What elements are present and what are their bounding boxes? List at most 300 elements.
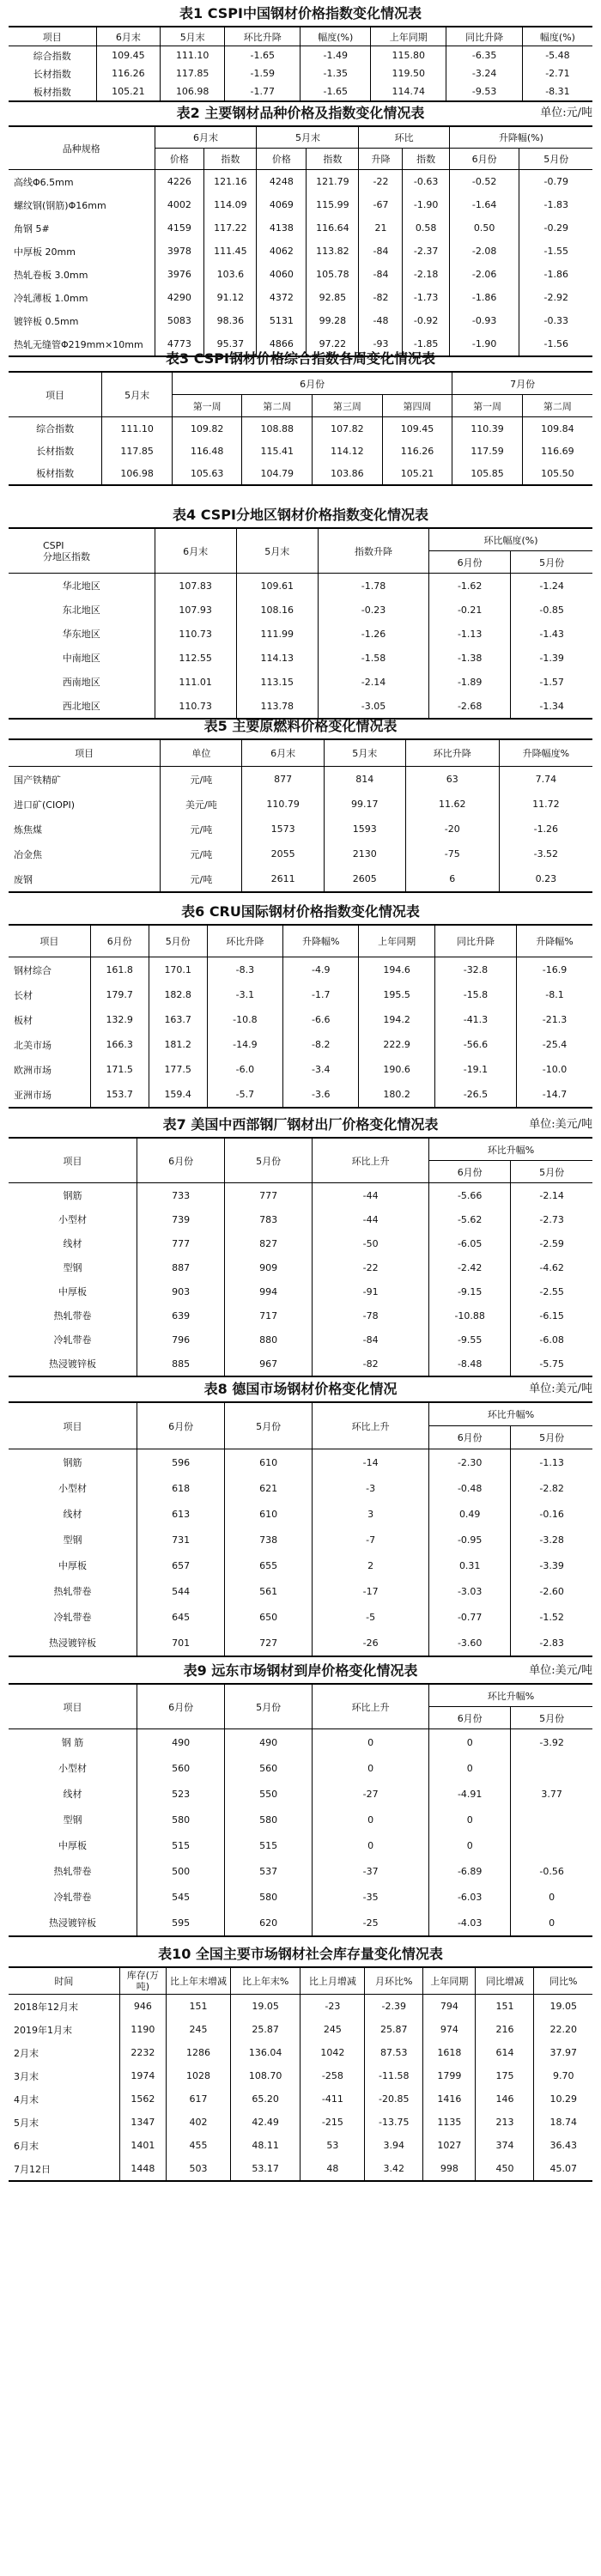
table-cell: 166.3 — [90, 1032, 149, 1057]
table-cell: 490 — [137, 1729, 225, 1756]
table3-week-header: 第一周 — [452, 395, 523, 417]
table2-section — [9, 101, 592, 357]
table-cell: 116.64 — [307, 216, 359, 240]
row-label: 4月末 — [14, 2093, 39, 2105]
row-label: 冷轧带卷 — [53, 1892, 92, 1903]
table-cell: 544 — [137, 1578, 225, 1604]
table1-section — [9, 2, 592, 102]
row-label: 热轧卷板 3.0mm — [14, 269, 88, 281]
table-cell: -22 — [313, 1255, 429, 1279]
table-cell: 4062 — [257, 240, 307, 263]
table-cell: 560 — [225, 1755, 313, 1781]
table-cell: 0 — [313, 1807, 429, 1832]
table-cell: -3.1 — [207, 982, 282, 1007]
table6-header: 项目 — [9, 925, 90, 957]
table-cell: 994 — [225, 1279, 313, 1303]
table-cell: -14 — [313, 1449, 429, 1476]
table-cell: 163.7 — [149, 1007, 207, 1032]
table10-header: 同比% — [534, 1967, 592, 1995]
table-cell: 117.85 — [161, 64, 225, 82]
table-cell: 1974 — [119, 2064, 166, 2087]
table-cell: -2.92 — [519, 286, 592, 309]
table-cell: 105.50 — [522, 462, 592, 485]
table-cell: -1.13 — [511, 1449, 592, 1476]
table10-header: 月环比% — [365, 1967, 423, 1995]
table-cell: -26.5 — [434, 1082, 516, 1108]
table5-header: 环比升降 — [405, 739, 499, 767]
table-cell: 103.86 — [313, 462, 383, 485]
table-cell: -8.3 — [207, 957, 282, 983]
table-cell: -21.3 — [517, 1007, 592, 1032]
table1-row — [9, 82, 592, 101]
table-cell: -50 — [313, 1231, 429, 1255]
table-cell: 880 — [225, 1327, 313, 1352]
table-cell: 455 — [167, 2134, 231, 2157]
row-label: 线材 — [63, 1789, 82, 1800]
row-label: 热浸镀锌板 — [9, 1352, 137, 1376]
table-cell: 2055 — [242, 841, 324, 866]
row-label: 中厚板 — [58, 1286, 88, 1297]
table6-row — [9, 1082, 592, 1108]
table2-caption — [9, 101, 592, 125]
table7-subheader: 5月份 — [511, 1161, 592, 1183]
table2-row — [9, 170, 592, 194]
table8-row — [9, 1578, 592, 1604]
table-cell: 111.45 — [204, 240, 257, 263]
table2-subheader: 6月份 — [449, 149, 519, 170]
table-cell: -7 — [313, 1527, 429, 1552]
table-cell: -48 — [359, 309, 403, 332]
table8-row — [9, 1604, 592, 1630]
table-cell: -0.85 — [511, 598, 592, 622]
row-label: 热浸镀锌板 — [9, 1910, 137, 1936]
table6-row — [9, 1007, 592, 1032]
table10-header: 时间 — [9, 1967, 119, 1995]
table-cell: 45.07 — [534, 2157, 592, 2181]
table-cell: 515 — [225, 1832, 313, 1858]
table-cell: -0.95 — [429, 1527, 511, 1552]
table-cell: 450 — [476, 2157, 534, 2181]
table7-unit: 单位:美元/吨 — [529, 1118, 592, 1131]
table-cell: -2.42 — [429, 1255, 511, 1279]
table-cell: 114.12 — [313, 440, 383, 462]
table-cell: -8.2 — [283, 1032, 359, 1057]
table-cell: 175 — [476, 2064, 534, 2087]
table-cell: -2.37 — [403, 240, 449, 263]
table4-row — [9, 670, 592, 694]
table1-header-row — [9, 27, 592, 46]
table-cell: 4290 — [155, 286, 204, 309]
table-cell: 113.78 — [236, 694, 318, 719]
table-cell: -91 — [313, 1279, 429, 1303]
table9-header-pct: 环比升幅% — [429, 1684, 592, 1707]
table-cell: 177.5 — [149, 1057, 207, 1082]
table6-header: 6月份 — [90, 925, 149, 957]
table-cell: 739 — [137, 1207, 225, 1231]
table-cell: 402 — [167, 2111, 231, 2134]
table7-title: 表7 美国中西部钢厂钢材出厂价格变化情况表 — [162, 1116, 439, 1133]
table4-header-pct: 环比幅度(%) — [429, 528, 592, 551]
table-cell: -5.62 — [429, 1207, 511, 1231]
table-cell: 110.79 — [242, 792, 324, 817]
table-cell: 613 — [137, 1501, 225, 1527]
table-cell: 99.17 — [324, 792, 405, 817]
table-cell: -84 — [359, 263, 403, 286]
table-cell: -0.52 — [449, 170, 519, 194]
table1 — [9, 26, 592, 102]
table-cell: 1286 — [167, 2041, 231, 2064]
table-cell: 614 — [476, 2041, 534, 2064]
table-cell: 727 — [225, 1630, 313, 1656]
table-cell: -67 — [359, 193, 403, 216]
table-cell: 109.61 — [236, 574, 318, 598]
table-cell: 998 — [423, 2157, 476, 2181]
table-cell: 107.83 — [155, 574, 236, 598]
table-cell: 717 — [225, 1303, 313, 1327]
table-cell: -0.21 — [429, 598, 511, 622]
table-cell: 561 — [225, 1578, 313, 1604]
table-cell: 0 — [313, 1832, 429, 1858]
table2 — [9, 125, 592, 357]
table6-header: 5月份 — [149, 925, 207, 957]
table-cell: -82 — [359, 286, 403, 309]
table-cell: -8.48 — [429, 1352, 511, 1376]
table4 — [9, 527, 592, 720]
table-cell: 4773 — [155, 332, 204, 356]
table-cell: 0 — [511, 1884, 592, 1910]
table-cell: 618 — [137, 1475, 225, 1501]
row-label: 西南地区 — [62, 677, 100, 688]
table-cell: 827 — [225, 1231, 313, 1255]
table-cell: 777 — [137, 1231, 225, 1255]
table-cell: -3.52 — [499, 841, 592, 866]
row-label: 中厚板 20mm — [14, 246, 76, 258]
table-cell: 0 — [429, 1832, 511, 1858]
table4-row — [9, 598, 592, 622]
table-cell: -0.93 — [449, 309, 519, 332]
table-cell: 3 — [313, 1501, 429, 1527]
table6-header: 升降幅% — [517, 925, 592, 957]
table4-subheader: 6月份 — [429, 551, 511, 574]
table-cell: 4069 — [257, 193, 307, 216]
table8-section — [9, 1377, 592, 1657]
table1-header: 上年同期 — [371, 27, 446, 46]
table-cell: 374 — [476, 2134, 534, 2157]
table-cell: 1028 — [167, 2064, 231, 2087]
table2-header-pct: 升降幅(%) — [449, 126, 592, 149]
table-cell: -2.08 — [449, 240, 519, 263]
table9-title: 表9 远东市场钢材到岸价格变化情况表 — [183, 1662, 418, 1679]
table-cell: 580 — [137, 1807, 225, 1832]
table-cell: 121.16 — [204, 170, 257, 194]
table-cell: 909 — [225, 1255, 313, 1279]
table-cell: 1401 — [119, 2134, 166, 2157]
table9-section — [9, 1659, 592, 1937]
table-cell: -1.62 — [429, 574, 511, 598]
table-cell: 0 — [313, 1755, 429, 1781]
table-cell: -5.66 — [429, 1183, 511, 1208]
table-cell: 115.41 — [242, 440, 313, 462]
row-label: 综合指数 — [33, 50, 71, 62]
table-cell: -3.92 — [511, 1729, 592, 1756]
table-cell: 490 — [225, 1729, 313, 1756]
row-label: 热轧带卷 — [53, 1586, 92, 1597]
table9-header-change: 环比上升 — [313, 1684, 429, 1729]
table7-header-change: 环比上升 — [313, 1138, 429, 1183]
table-cell: 37.97 — [534, 2041, 592, 2064]
table-cell: -1.90 — [403, 193, 449, 216]
table-cell: -1.49 — [300, 46, 371, 65]
table2-header-may: 5月末 — [257, 126, 359, 149]
table-cell: -1.59 — [225, 64, 300, 82]
table-cell: -1.89 — [429, 670, 511, 694]
table9-header-may: 5月份 — [225, 1684, 313, 1729]
table-cell: 503 — [167, 2157, 231, 2181]
table-cell: 146 — [476, 2087, 534, 2111]
row-label: 板材 — [14, 1014, 33, 1026]
table2-row — [9, 286, 592, 309]
table-cell: -2.06 — [449, 263, 519, 286]
table7-row — [9, 1279, 592, 1303]
table-cell: -78 — [313, 1303, 429, 1327]
table-cell: 117.85 — [102, 440, 173, 462]
table-cell: -3.6 — [283, 1082, 359, 1108]
table-cell: 0.50 — [449, 216, 519, 240]
table10-row — [9, 2111, 592, 2134]
table10-header: 比上月增减 — [300, 1967, 365, 1995]
table-cell: 42.49 — [230, 2111, 300, 2134]
table-cell: 109.45 — [382, 417, 452, 440]
table5-row — [9, 817, 592, 841]
row-label: 中厚板 — [58, 1560, 88, 1571]
table-cell: 87.53 — [365, 2041, 423, 2064]
table-cell: -5.7 — [207, 1082, 282, 1108]
table1-header: 环比升降 — [225, 27, 300, 46]
table-cell: -15.8 — [434, 982, 516, 1007]
table1-header: 幅度(%) — [300, 27, 371, 46]
table-cell: 5083 — [155, 309, 204, 332]
table-cell: -5.75 — [511, 1352, 592, 1376]
table-cell: 179.7 — [90, 982, 149, 1007]
table2-subheader: 价格 — [257, 149, 307, 170]
table9-header-june: 6月份 — [137, 1684, 225, 1729]
table-cell: -1.39 — [511, 646, 592, 670]
table4-row — [9, 622, 592, 646]
table-cell: -0.29 — [519, 216, 592, 240]
table-cell: 0.31 — [429, 1552, 511, 1578]
table-cell: 53 — [300, 2134, 365, 2157]
table8-subheader: 5月份 — [511, 1426, 592, 1449]
table-cell: 95.37 — [204, 332, 257, 356]
table-cell: 9.70 — [534, 2064, 592, 2087]
table2-row — [9, 309, 592, 332]
table-cell: 4060 — [257, 263, 307, 286]
table-cell: 111.01 — [155, 670, 236, 694]
row-label: 冷轧带卷 — [53, 1334, 92, 1346]
table10-section — [9, 1942, 592, 2182]
table2-header-product: 品种规格 — [9, 126, 155, 170]
table-cell: 171.5 — [90, 1057, 149, 1082]
table2-row — [9, 263, 592, 286]
table-cell: -1.43 — [511, 622, 592, 646]
table8-row — [9, 1552, 592, 1578]
table-cell: 114.74 — [371, 82, 446, 101]
table-cell: -1.65 — [225, 46, 300, 65]
table1-header: 5月末 — [161, 27, 225, 46]
table-cell: 11.72 — [499, 792, 592, 817]
table-cell: -0.16 — [511, 1501, 592, 1527]
table-cell: 610 — [225, 1501, 313, 1527]
table-cell: 4002 — [155, 193, 204, 216]
table-cell: -14.9 — [207, 1032, 282, 1057]
table-cell: -10.8 — [207, 1007, 282, 1032]
row-label: 小型材 — [58, 1763, 88, 1774]
table-cell: 610 — [225, 1449, 313, 1476]
table-cell: 1027 — [423, 2134, 476, 2157]
table7-row — [9, 1207, 592, 1231]
table-cell: 0 — [511, 1910, 592, 1936]
table-cell: -6.08 — [511, 1327, 592, 1352]
table2-subheader: 指数 — [204, 149, 257, 170]
table-cell: 4159 — [155, 216, 204, 240]
table-cell: 元/吨 — [161, 767, 242, 793]
table-cell: -3.39 — [511, 1552, 592, 1578]
table-cell: -10.88 — [429, 1303, 511, 1327]
table-cell: 194.6 — [359, 957, 434, 983]
table-cell: -41.3 — [434, 1007, 516, 1032]
table-cell: 885 — [137, 1352, 225, 1376]
table-cell: 814 — [324, 767, 405, 793]
table8-row — [9, 1630, 592, 1656]
row-label: 2019年1月末 — [14, 2024, 72, 2036]
table2-subheader: 指数 — [403, 149, 449, 170]
table-cell: -1.13 — [429, 622, 511, 646]
table-cell: -35 — [313, 1884, 429, 1910]
table-cell: 116.26 — [382, 440, 452, 462]
table9-row — [9, 1858, 592, 1884]
table-cell: 105.78 — [307, 263, 359, 286]
table-cell: -0.77 — [429, 1604, 511, 1630]
table3-row — [9, 462, 592, 485]
table10-row — [9, 2041, 592, 2064]
table-cell: -2.73 — [511, 1207, 592, 1231]
table-cell: -0.48 — [429, 1475, 511, 1501]
table-cell: 121.79 — [307, 170, 359, 194]
table5-header: 单位 — [161, 739, 242, 767]
table-cell: -84 — [359, 240, 403, 263]
table-cell: 639 — [137, 1303, 225, 1327]
row-label: 钢筋 — [63, 1457, 82, 1468]
row-label: 高线Φ6.5mm — [14, 176, 74, 188]
table6-title: 表6 CRU国际钢材价格指数变化情况表 — [181, 903, 420, 920]
table-cell: 877 — [242, 767, 324, 793]
table-cell: -3.24 — [446, 64, 522, 82]
table-cell: 116.26 — [96, 64, 161, 82]
table-cell: 107.82 — [313, 417, 383, 440]
row-label: 欧洲市场 — [14, 1064, 52, 1076]
table-cell: 114.09 — [204, 193, 257, 216]
table-cell: -37 — [313, 1858, 429, 1884]
table-cell: -13.75 — [365, 2111, 423, 2134]
table-cell: 1562 — [119, 2087, 166, 2111]
table7-row — [9, 1327, 592, 1352]
row-label: 长材指数 — [36, 446, 75, 457]
row-label: 板材指数 — [9, 82, 96, 101]
table5-row — [9, 841, 592, 866]
table-cell: -1.7 — [283, 982, 359, 1007]
row-label: 热浸镀锌板 — [9, 1630, 137, 1656]
table-cell: -1.86 — [519, 263, 592, 286]
row-label: 板材指数 — [9, 462, 102, 485]
table-cell: -44 — [313, 1207, 429, 1231]
table-cell: -6.0 — [207, 1057, 282, 1082]
table-cell: 731 — [137, 1527, 225, 1552]
table-cell: 108.88 — [242, 417, 313, 440]
row-label: 2018年12月末 — [14, 2001, 78, 2013]
table-cell: -1.34 — [511, 694, 592, 719]
table10-row — [9, 2064, 592, 2087]
table-cell: 105.21 — [96, 82, 161, 101]
table1-row — [9, 46, 592, 65]
table6-header: 同比升降 — [434, 925, 516, 957]
table-cell: 4248 — [257, 170, 307, 194]
row-label: 华东地区 — [62, 629, 100, 640]
table1-row — [9, 64, 592, 82]
table-cell: -1.86 — [449, 286, 519, 309]
row-label: 综合指数 — [36, 423, 75, 434]
table10-row — [9, 2087, 592, 2111]
table10-title: 表10 全国主要市场钢材社会库存量变化情况表 — [158, 1946, 443, 1962]
table9-row — [9, 1755, 592, 1781]
table-cell: 580 — [225, 1807, 313, 1832]
table7-row — [9, 1231, 592, 1255]
table-cell: -9.55 — [429, 1327, 511, 1352]
table-cell: 0 — [429, 1807, 511, 1832]
table3-week-header: 第三周 — [313, 395, 383, 417]
table-cell: 19.05 — [534, 1995, 592, 2019]
table-cell: 48.11 — [230, 2134, 300, 2157]
table-cell: 0.58 — [403, 216, 449, 240]
table10-header: 同比增减 — [476, 1967, 534, 1995]
table-cell: -9.53 — [446, 82, 522, 101]
table-cell: 7.74 — [499, 767, 592, 793]
table-cell: 109.84 — [522, 417, 592, 440]
table-cell: -3.28 — [511, 1527, 592, 1552]
table-cell: -5 — [313, 1604, 429, 1630]
table-cell: 1416 — [423, 2087, 476, 2111]
row-label: 国产铁精矿 — [14, 774, 61, 786]
table4-header-region — [9, 528, 155, 574]
table-cell: -19.1 — [434, 1057, 516, 1082]
table6-row — [9, 957, 592, 983]
table3-row — [9, 440, 592, 462]
table-cell: -75 — [405, 841, 499, 866]
table-cell: 545 — [137, 1884, 225, 1910]
table7 — [9, 1137, 592, 1377]
table-cell: 36.43 — [534, 2134, 592, 2157]
table-cell: 22.20 — [534, 2018, 592, 2041]
table4-title: 表4 CSPI分地区钢材价格指数变化情况表 — [173, 507, 428, 523]
table-cell: 1618 — [423, 2041, 476, 2064]
table-cell: 2611 — [242, 866, 324, 892]
table-cell: -1.26 — [318, 622, 428, 646]
table2-title: 表2 主要钢材品种价格及指数变化情况表 — [176, 105, 425, 121]
table-cell: -6.6 — [283, 1007, 359, 1032]
table-cell: -25.4 — [517, 1032, 592, 1057]
table-cell: -1.35 — [300, 64, 371, 82]
table-cell: 107.93 — [155, 598, 236, 622]
table-cell: -10.0 — [517, 1057, 592, 1082]
